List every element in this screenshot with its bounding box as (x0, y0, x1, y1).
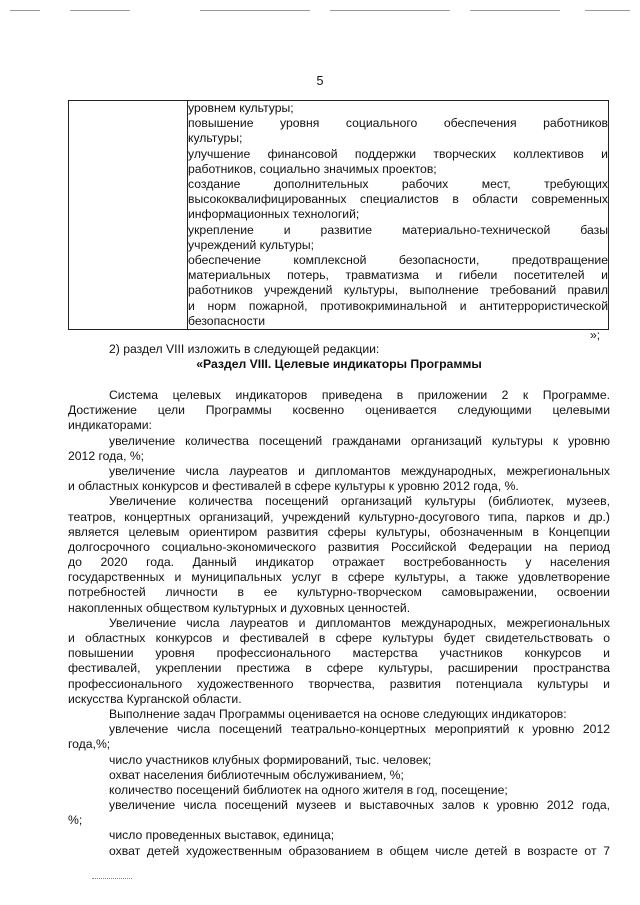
table-right-cell (188, 101, 609, 330)
table-line: работников учреждений культуры, выполнение требований правил (188, 283, 608, 298)
scan-artifact-line (470, 10, 560, 11)
paragraph-line: число участников клубных формирований, тыс. человек; (109, 752, 432, 767)
table-line: учреждений культуры; (188, 237, 315, 252)
paragraph-line: театров, концертных организаций, учреждений культурно-досугового типа, парков и др.) (68, 509, 610, 524)
paragraph-line: индикаторами: (68, 418, 152, 433)
table-line: высококвалифицированных специалистов в области современных (188, 192, 608, 207)
paragraph-line: 2012 года, %; (68, 448, 145, 463)
paragraph-line: увеличение числа лауреатов и дипломантов международных, межрегиональных (109, 463, 610, 478)
continuation-table (68, 100, 609, 330)
paragraph-line: долгосрочного социально-экономического развития Российской Федерации на период (68, 539, 610, 554)
paragraph-line: Увеличение числа лауреатов и дипломантов международных, межрегиональных (109, 615, 610, 630)
paragraph-line: является целевым ориентиром развития сферы культуры, обозначенным в Концепции (68, 524, 610, 539)
scan-artifact-line (330, 10, 450, 11)
table-line: работников, социально значимых проектов; (188, 161, 437, 176)
table-line: улучшение финансовой поддержки творческих коллективов и (188, 146, 608, 161)
paragraph-line: число проведенных выставок, единица; (109, 828, 335, 843)
table-line: создание дополнительных рабочих мест, требующих (188, 177, 608, 192)
paragraph-line: Система целевых индикаторов приведена в приложении 2 к Программе. (109, 388, 610, 402)
table-line: укрепление и развитие материально-технической базы (188, 222, 608, 237)
paragraph-line: искусства Курганской области. (68, 691, 242, 706)
paragraph-line: количество посещений библиотек на одного жителя в год, посещение; (109, 782, 508, 797)
scan-artifact-line (585, 10, 630, 11)
paragraph-line: до 2020 года. Данный индикатор отражает востребованность у населения (68, 555, 610, 570)
paragraph-line: потребностей личности в ее культурно-творческом самовыражении, освоении (68, 585, 610, 600)
scan-artifact-line (200, 10, 310, 11)
paragraph-line: и областных конкурсов и фестивалей в сфере культуры к уровню 2012 года, %. (68, 479, 519, 494)
item-intro: 2) раздел VIII изложить в следующей редакции: (109, 342, 380, 356)
paragraph-line: государственных и муниципальных услуг в сфере культуры, а также удовлетворение (68, 570, 610, 585)
paragraph-line: профессионального художественного творчества, развития потенциала культуры и (68, 676, 610, 691)
page-number: 5 (316, 74, 324, 88)
table-line: и норм пожарной, противокриминальной и антитеррористической (188, 298, 608, 313)
table-line: безопасности (188, 313, 266, 328)
body-text (68, 388, 610, 859)
closing-quote-mark: »; (590, 328, 601, 342)
paragraph-line: Выполнение задач Программы оценивается на основе следующих индикаторов: (109, 706, 567, 721)
table-line: культуры; (188, 131, 243, 146)
table-line: повышение уровня социального обеспечения работников (188, 116, 608, 131)
paragraph-line: и областных конкурсов и фестивалей в сфере культуры будет свидетельствовать о (68, 631, 610, 645)
paragraph-line: увлечение числа посещений театрально-концертных мероприятий к уровню 2012 (109, 722, 610, 737)
paragraph-line: фестивалей, укреплении престижа в сфере культуры, расширении пространства (68, 661, 610, 676)
paragraph-line: охват населения библиотечным обслуживанием, %; (109, 767, 404, 782)
paragraph-line: Достижение цели Программы косвенно оценивается следующими целевыми (68, 403, 610, 418)
paragraph-line: Увеличение количества посещений организаций культуры (библиотек, музеев, (109, 494, 610, 509)
table-line: обеспечение комплексной безопасности, предотвращение (188, 253, 608, 268)
paragraph-line: года,%; (68, 737, 111, 752)
table-line: уровнем культуры; (188, 101, 294, 115)
item-intro-block (68, 342, 610, 357)
table-left-cell (69, 101, 188, 330)
table-line: материальных потерь, травматизма и гибели посетителей и (188, 268, 608, 283)
table-line: информационных технологий; (188, 207, 360, 222)
paragraph-line: увеличение количества посещений гражданами организаций культуры к уровню (109, 433, 610, 448)
scan-artifact-line (10, 10, 40, 11)
paragraph-line: охват детей художественным образованием в общем числе детей в возрасте от 7 (109, 843, 610, 858)
paragraph-line: повышении уровня профессионального мастерства участников конкурсов и (68, 646, 610, 661)
scan-artifact-dots (92, 878, 132, 880)
paragraph-line: накопленных обществом культурных и духовных ценностей. (68, 600, 411, 615)
paragraph-line: увеличение числа посещений музеев и выставочных залов к уровню 2012 года, (109, 798, 610, 813)
scan-artifact-line (70, 10, 130, 11)
section-title: «Раздел VIII. Целевые индикаторы Программы (196, 357, 482, 371)
table-row (69, 101, 609, 330)
paragraph-line: %; (68, 813, 83, 828)
